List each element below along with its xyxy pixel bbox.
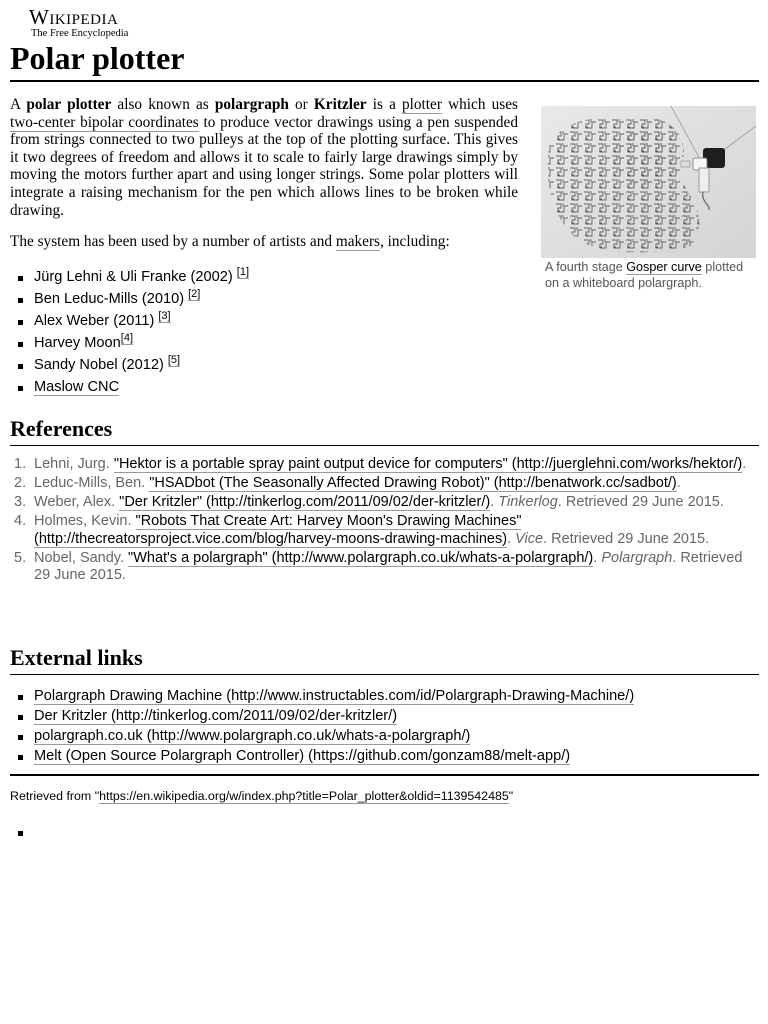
references-divider (10, 445, 759, 446)
page-title: Polar plotter (10, 40, 185, 76)
text-run: also known as (111, 96, 215, 113)
artist-list-item (16, 288, 249, 310)
references-heading: References (10, 416, 113, 441)
text-run: . (676, 475, 681, 491)
text-run: which uses (441, 96, 518, 113)
retrieved-prefix: Retrieved from " (10, 789, 100, 803)
text-run: The system has been used by a number of artists and (10, 233, 336, 250)
artist-list-item (16, 376, 249, 398)
source-name: Vice (515, 530, 544, 547)
artist-link[interactable]: Maslow CNC (34, 379, 120, 395)
references-list (10, 456, 755, 586)
artist-name: Sandy Nobel (2012) (34, 357, 168, 373)
citation-link[interactable]: [2] (188, 288, 201, 300)
text-run: Nobel, Sandy. (34, 549, 129, 566)
inline-link[interactable]: two-center bipolar coordinates (10, 113, 199, 131)
text-run: . Retrieved 29 June 2015. (34, 549, 743, 583)
inline-link[interactable]: "Robots That Create Art: Harvey Moon's Drawing Machines" (http://thecreatorsproject.vice.com/blog/harvey-moons-drawing-machines) (34, 513, 522, 547)
inline-link[interactable]: makers (335, 233, 381, 250)
source-name: Polargraph (601, 549, 673, 566)
bold-term: Kritzler (313, 96, 367, 113)
citation-link[interactable]: [1] (236, 266, 250, 278)
artist-name: Alex Weber (2011) (34, 313, 159, 329)
external-link-item (16, 726, 634, 746)
artist-list-item (16, 354, 249, 376)
intro-paragraph (10, 96, 518, 219)
title-divider (10, 80, 759, 82)
inline-link[interactable]: Gosper curve (626, 260, 702, 274)
reference-item (10, 456, 755, 474)
external-link[interactable]: Polargraph Drawing Machine (http://www.instructables.com/id/Polargraph-Drawing-Machine/) (34, 688, 635, 704)
inline-link[interactable]: "HSADbot (The Seasonally Affected Drawing Robot)" (http://benatwork.cc/sadbot/) (149, 475, 677, 491)
retrieved-from (10, 789, 513, 804)
citation-link[interactable]: [5] (167, 354, 181, 366)
source-name: Tinkerlog (498, 494, 558, 510)
artist-list-item (16, 266, 249, 288)
citation-link[interactable]: [3] (158, 310, 171, 322)
retrieved-suffix: " (508, 789, 514, 803)
text-run: . (490, 494, 499, 510)
figure-caption (541, 259, 757, 291)
text-run: , including: (380, 233, 450, 250)
reference-item (10, 513, 755, 548)
reference-item (10, 494, 755, 512)
text-run: . (593, 549, 602, 566)
reference-item (10, 475, 755, 493)
reference-number: 3. (14, 494, 27, 510)
text-run: . Retrieved 29 June 2015. (557, 494, 724, 510)
reference-number: 2. (14, 475, 27, 491)
reference-number: 1. (14, 456, 27, 472)
text-run: plotted on a whiteboard polargraph. (545, 260, 744, 290)
external-links-list (16, 686, 634, 766)
footer-divider (10, 774, 759, 776)
text-run: Lehni, Jurg. (34, 456, 114, 472)
external-links-divider (10, 674, 759, 675)
text-run: or (288, 96, 314, 113)
text-run: A fourth stage (545, 260, 627, 274)
external-link-item (16, 746, 634, 766)
artists-list (16, 266, 249, 398)
artist-name: Harvey Moon (34, 335, 121, 351)
artist-name: Jürg Lehni & Uli Franke (2002) (34, 269, 237, 285)
text-run: Leduc-Mills, Ben. (34, 475, 150, 491)
retrieved-url-link[interactable]: https://en.wikipedia.org/w/index.php?title=Polar_plotter&oldid=1139542485 (99, 789, 509, 803)
external-link[interactable]: Der Kritzler (http://tinkerlog.com/2011/09/02/der-kritzler/) (34, 708, 398, 724)
figure-box (541, 106, 757, 291)
external-link[interactable]: polargraph.co.uk (http://www.polargraph.co.uk/whats-a-polargraph/) (34, 728, 471, 744)
external-link-item (16, 686, 634, 706)
inline-link[interactable]: "What's a polargraph" (http://www.polargraph.co.uk/whats-a-polargraph/) (128, 549, 594, 566)
text-run: . Retrieved 29 June 2015. (543, 530, 710, 547)
text-run: Holmes, Kevin. (34, 513, 136, 529)
inline-link[interactable]: "Der Kritzler" (http://tinkerlog.com/2011/09/02/der-kritzler/) (119, 494, 491, 510)
text-run: . (742, 456, 747, 472)
logo-tagline: The Free Encyclopedia (31, 28, 129, 39)
text-run: A (10, 96, 27, 113)
inline-link[interactable]: "Hektor is a portable spray paint output device for computers" (http://juerglehni.com/works/hektor/) (113, 456, 743, 472)
artist-list-item (16, 332, 249, 354)
external-links-heading: External links (10, 645, 143, 670)
text-run: is a (366, 96, 403, 113)
logo-wordmark: Wikipedia (29, 5, 119, 29)
text-run: . (507, 530, 516, 547)
text-run: Weber, Alex. (34, 494, 120, 510)
bold-term: polargraph (214, 96, 289, 113)
reference-item (10, 550, 755, 585)
bold-term: polar plotter (26, 96, 112, 113)
reference-number: 4. (14, 513, 27, 529)
empty-list-bullet (18, 831, 23, 836)
external-link-item (16, 706, 634, 726)
wikipedia-logo[interactable] (29, 7, 128, 40)
inline-link[interactable]: plotter (402, 96, 442, 113)
citation-link[interactable]: [4] (120, 332, 134, 344)
external-link[interactable]: Melt (Open Source Polargraph Controller) (https://github.com/gonzam88/melt-app/) (34, 748, 571, 764)
gosper-curve-photo[interactable] (541, 106, 756, 258)
text-run: to produce vector drawings using a pen suspended from strings connected to two pulleys at the top of the plotting surface. This gives it two degrees of freedom and allows it to scale to fairly large drawings simply by moving the motors further apart and using longer strings. Some polar plotters will integrate a raising mechanism for the pen which allows lines to be broken while drawing. (10, 113, 518, 219)
artist-name: Ben Leduc-Mills (2010) (34, 291, 189, 307)
intro-paragraph-2 (10, 233, 518, 251)
artist-list-item (16, 310, 249, 332)
reference-number: 5. (14, 549, 27, 566)
